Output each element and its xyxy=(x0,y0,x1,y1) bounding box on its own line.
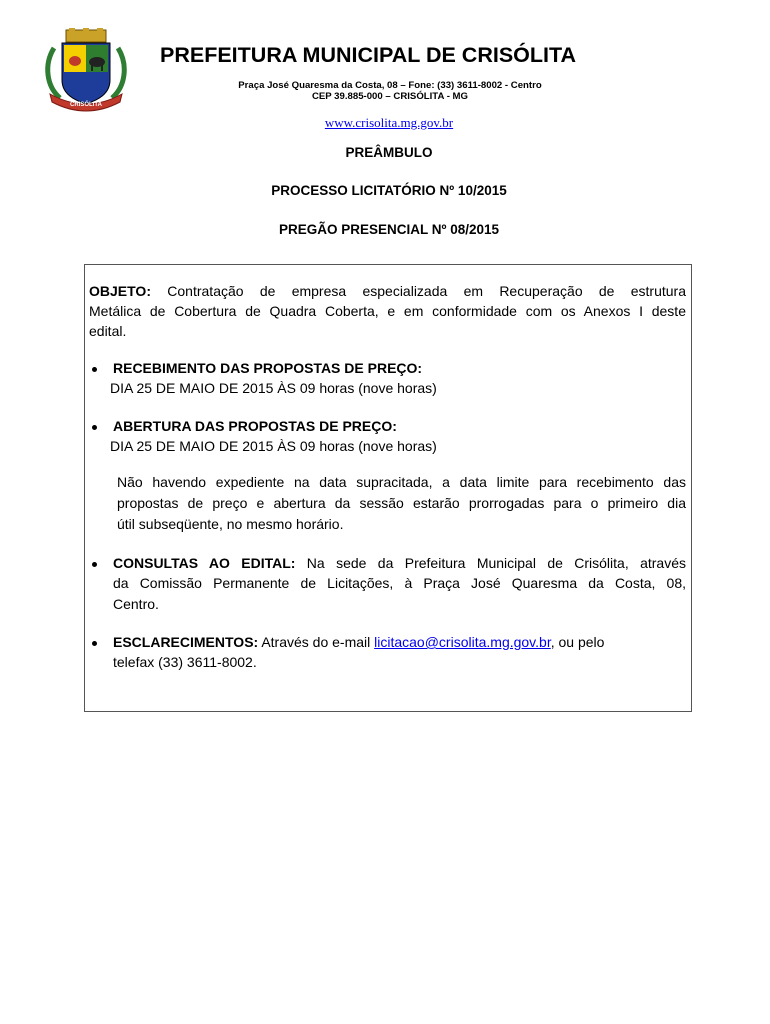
esclarecimentos-pre: Através do e-mail xyxy=(258,634,375,650)
esclarecimentos-label: ESCLARECIMENTOS: xyxy=(113,634,259,650)
objeto-line-3: edital. xyxy=(89,323,127,339)
consultas-line-3: Centro. xyxy=(113,596,159,612)
consultas-label: CONSULTAS AO EDITAL: xyxy=(113,555,296,571)
coat-of-arms-logo xyxy=(40,28,132,112)
abertura-text: DIA 25 DE MAIO DE 2015 ÀS 09 horas (nove horas) xyxy=(110,438,437,454)
esclarecimentos-line-2: telefax (33) 3611-8002. xyxy=(113,654,257,670)
consultas-text: Na sede da Prefeitura Municipal de Crisólita, através xyxy=(295,555,687,571)
objeto-line-1 xyxy=(89,281,686,302)
process-heading: PROCESSO LICITATÓRIO Nº 10/2015 xyxy=(271,183,507,198)
consultas-line-2: da Comissão Permanente de Licitações, à Praça José Quaresma da Costa, 08, xyxy=(113,575,686,591)
website-link[interactable]: www.crisolita.mg.gov.br xyxy=(324,115,454,130)
coat-ribbon-text: CRISÓLITA xyxy=(70,102,102,108)
esclarecimentos-post: , ou pelo xyxy=(550,634,605,650)
esclarecimentos-line-1 xyxy=(113,632,604,653)
bullet-icon xyxy=(92,562,97,567)
recebimento-text: DIA 25 DE MAIO DE 2015 ÀS 09 horas (nove horas) xyxy=(110,380,437,396)
nota-line-1: Não havendo expediente na data supracitada, a data limite para recebimento das xyxy=(117,474,686,490)
recebimento-label: RECEBIMENTO DAS PROPOSTAS DE PREÇO: xyxy=(113,360,423,376)
page-title: PREFEITURA MUNICIPAL DE CRISÓLITA xyxy=(160,43,577,67)
pregao-heading: PREGÃO PRESENCIAL Nº 08/2015 xyxy=(278,222,499,237)
address-line-1: Praça José Quaresma da Costa, 08 – Fone: (33) 3611-8002 - Centro xyxy=(238,80,542,91)
bullet-icon xyxy=(92,641,97,646)
objeto-text: Contratação de empresa especializada em Recuperação de estrutura xyxy=(167,283,686,299)
objeto-line-2: Metálica de Cobertura de Quadra Coberta, e em conformidade com os Anexos I deste xyxy=(89,303,686,319)
consultas-line-1 xyxy=(113,553,686,574)
address-line-2: CEP 39.885-000 – CRISÓLITA - MG xyxy=(311,91,469,102)
preamble-heading: PREÂMBULO xyxy=(345,145,433,160)
abertura-label: ABERTURA DAS PROPOSTAS DE PREÇO: xyxy=(113,418,397,434)
email-link[interactable]: licitacao@crisolita.mg.gov.br xyxy=(374,634,551,650)
bullet-icon xyxy=(92,425,97,430)
objeto-label: OBJETO: xyxy=(89,283,151,299)
bullet-icon xyxy=(92,367,97,372)
nota-line-3: útil subseqüente, no mesmo horário. xyxy=(117,516,344,532)
nota-line-2: propostas de preço e abertura da sessão estarão prorrogadas para o primeiro dia xyxy=(117,495,686,511)
